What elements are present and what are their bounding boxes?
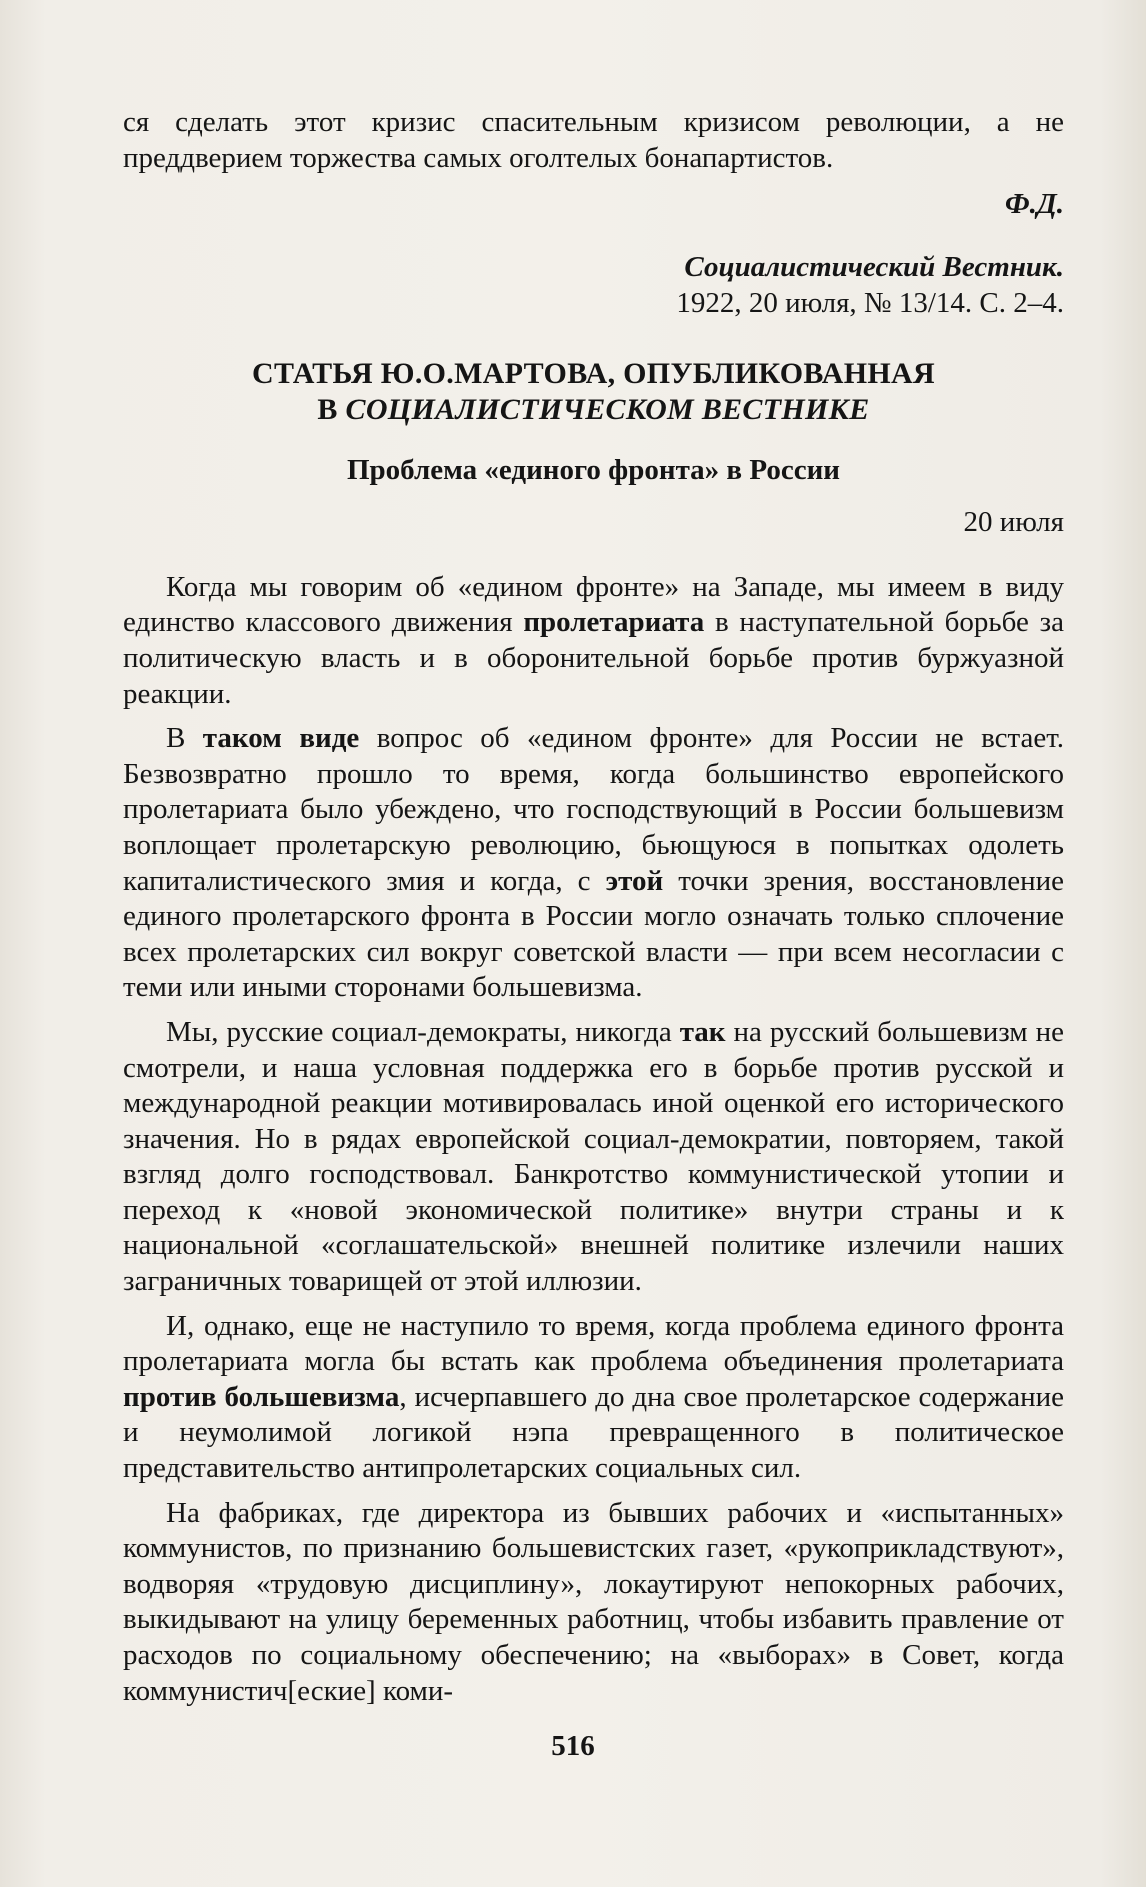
- article-date: 20 июля: [963, 505, 1064, 538]
- previous-article-signature: Ф.Д.: [1005, 188, 1064, 221]
- paragraph-3-text-c: на русский большевизм не смотрели, и наша условная поддержка его в борьбе против русской и международной реакции мотивировалась иной оценкой его исторического значения. Но в рядах европейской социал-демократии, повторяем, такой взгляд долго господствовал. Банкротство коммунистической утопии и переход к «новой экономической политике» внутри страны и к национальной «соглашательской» внешней политике излечили наших заграничных товарищей от этой иллюзии.: [123, 1015, 1065, 1298]
- text-column: [123, 105, 1064, 1709]
- article-paragraph-2: [123, 721, 1064, 1006]
- source-publication-details: 1922, 20 июля, № 13/14. С. 2–4.: [676, 286, 1064, 319]
- article-paragraph-1: [123, 570, 1064, 712]
- paragraph-3-emphasis: так: [679, 1015, 726, 1048]
- paragraph-1-emphasis: пролетариата: [523, 606, 705, 639]
- article-subtitle: Проблема «единого фронта» в России: [347, 453, 840, 486]
- previous-article-closing-paragraph: ся сделать этот кризис спасительным кризисом революции, а не преддверием торжества самых оголтелых бонапартистов.: [123, 106, 1064, 174]
- paragraph-1-text-c: в наступательной борьбе за политическую власть и в оборонительной борьбе против буржуазной реакции.: [123, 606, 1064, 710]
- source-publication-title: Социалистический Вестник.: [684, 250, 1064, 283]
- article-paragraph-5: На фабриках, где директора из бывших рабочих и «испытанных» коммунистов, по признанию большевистских газет, «рукоприкладствуют», водворяя «трудовую дисциплину», локаутируют непокорных рабочих, выкидывают на улицу беременных работниц, чтобы избавить правление от расходов по социальному обеспечению; на «выборах» в Совет, когда коммунистич[еские] коми-: [123, 1496, 1064, 1707]
- paragraph-2-text-e: точки зрения, восстановление единого пролетарского фронта в России могло означать только сплочение всех пролетарских сил вокруг советской власти — при всем несогласии с теми или иными сторонами большевизма.: [123, 864, 1064, 1004]
- article-heading-line-2: [123, 392, 1064, 428]
- paragraph-3-text-a: Мы, русские социал-демократы, никогда: [166, 1015, 680, 1048]
- paragraph-2-text-a: В: [166, 722, 203, 755]
- heading-line-2-prefix: В: [317, 392, 346, 426]
- paragraph-1-text-a: Когда мы говорим об «едином фронте» на Западе, мы имеем в виду единство классового движения: [123, 570, 1064, 639]
- paragraph-2-emphasis-2: этой: [605, 864, 664, 897]
- article-paragraph-3: [123, 1015, 1064, 1300]
- paragraph-4-text-a: И, однако, еще не наступило то время, когда проблема единого фронта пролетариата могла бы встать как проблема объединения пролетариата: [123, 1309, 1064, 1378]
- article-paragraph-4: [123, 1309, 1064, 1487]
- paragraph-2-text-c: вопрос об «едином фронте» для России не встает. Безвозвратно прошло то время, когда большинство европейского пролетариата было убеждено, что господствующий в России большевизм воплощает пролетарскую революцию, бьющуюся в попытках одолеть капиталистического змия и когда, с: [123, 722, 1064, 897]
- previous-article-source: [123, 249, 1064, 321]
- paragraph-4-emphasis: против большевизма: [123, 1380, 400, 1413]
- paragraph-2-emphasis-1: таком виде: [202, 722, 360, 755]
- article-heading-line-1: СТАТЬЯ Ю.О.МАРТОВА, ОПУБЛИКОВАННАЯ: [252, 356, 935, 390]
- article-heading: [123, 356, 1064, 428]
- page-number: 516: [551, 1730, 595, 1762]
- heading-line-2-italic: СОЦИАЛИСТИЧЕСКОМ ВЕСТНИКЕ: [345, 392, 870, 426]
- paragraph-4-text-c: , исчерпавшего до дна свое пролетарское содержание и неумолимой логикой нэпа превращенного в политическое представительство антипролетарских социальных сил.: [123, 1380, 1065, 1485]
